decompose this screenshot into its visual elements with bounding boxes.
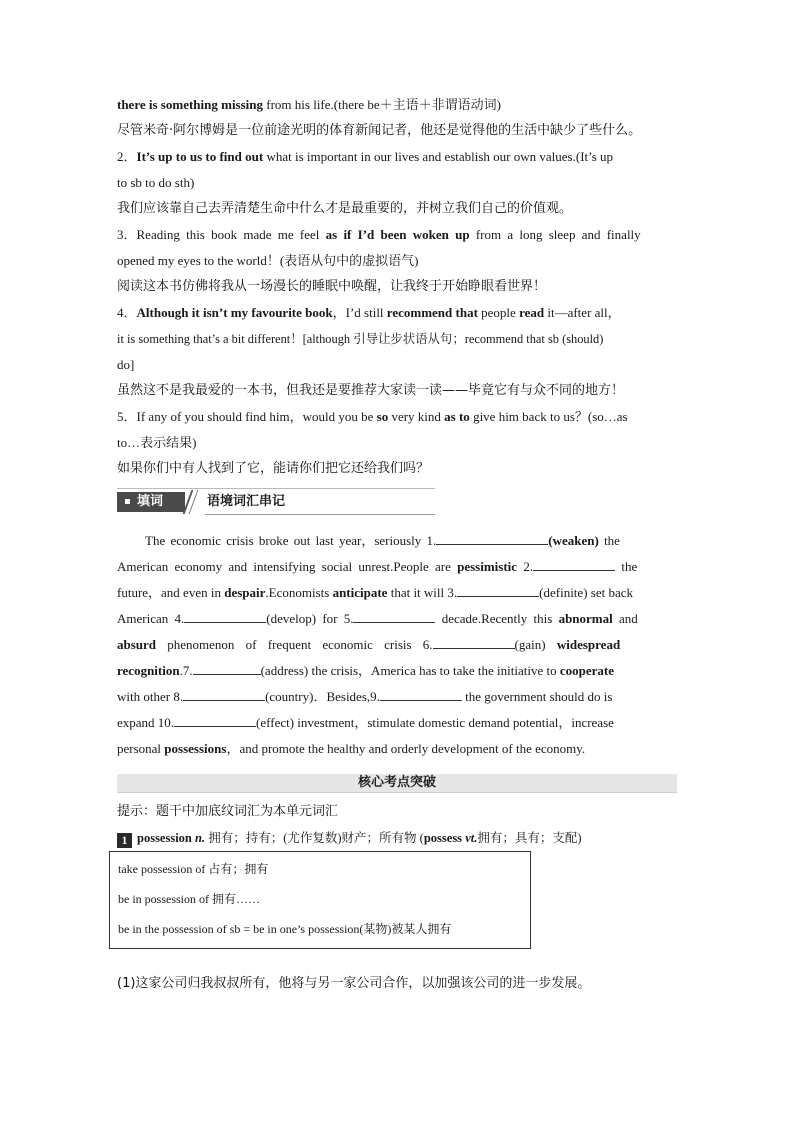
answer-blank-8[interactable] bbox=[183, 687, 265, 701]
passage-line bbox=[117, 684, 677, 710]
sentence-3-english bbox=[117, 222, 677, 248]
definition: 拥有；持有；(尤作复数)财产；所有物 ( bbox=[205, 831, 424, 845]
passage-text: personal bbox=[117, 741, 165, 756]
section-banner-fill-in bbox=[117, 488, 677, 516]
answer-blank-2[interactable] bbox=[533, 557, 615, 571]
key-phrase: Although it isn’t my favourite book bbox=[136, 305, 333, 320]
passage-text: (address) the crisis，America has to take the initiative to bbox=[260, 663, 560, 678]
key-word: cooperate bbox=[559, 663, 615, 678]
sentence-text: people bbox=[477, 305, 520, 320]
sentence-text: from a long sleep and finally bbox=[469, 227, 641, 242]
banner-top-rule bbox=[117, 488, 435, 489]
answer-blank-1[interactable] bbox=[436, 531, 548, 545]
key-word: recognition bbox=[117, 663, 180, 678]
sentence-number: 5． bbox=[117, 409, 137, 424]
answer-blank-3[interactable] bbox=[457, 583, 539, 597]
sentence-text: ，I’d still bbox=[332, 305, 387, 320]
sentence-5-english bbox=[117, 404, 677, 430]
passage-line bbox=[117, 528, 677, 554]
banner-title: 语境词汇串记 bbox=[207, 494, 286, 509]
sentence-5-english-cont: to…表示结果) bbox=[117, 435, 197, 450]
sentence-text: what is important in our lives and establish our own values.(It’s up bbox=[263, 149, 614, 164]
definition: 拥有；具有；支配) bbox=[477, 831, 582, 845]
key-word: possessions bbox=[164, 741, 227, 756]
part-of-speech: vt. bbox=[462, 831, 478, 845]
sentence-number: 2． bbox=[117, 149, 137, 164]
headword: possession bbox=[137, 831, 192, 845]
passage-text: 2. bbox=[517, 559, 534, 574]
sentence-text: Reading this book made me feel bbox=[136, 227, 326, 242]
key-phrase: so bbox=[376, 409, 389, 424]
passage-text: (gain) bbox=[514, 637, 557, 652]
passage-text: the bbox=[615, 559, 638, 574]
sentence-number: 4． bbox=[117, 305, 137, 320]
square-bullet-icon bbox=[125, 499, 130, 504]
sentence-text: it—after all， bbox=[544, 305, 621, 320]
key-word: widespread bbox=[556, 637, 621, 652]
key-word: abnormal bbox=[558, 611, 613, 626]
banner-underline bbox=[205, 514, 435, 515]
sentence-2-english-cont: to sb to do sth) bbox=[117, 175, 195, 190]
passage-text: the bbox=[598, 533, 620, 548]
vocab-item-1 bbox=[117, 825, 677, 851]
passage-line bbox=[117, 658, 677, 684]
key-word: absurd bbox=[117, 637, 157, 652]
answer-blank-4[interactable] bbox=[184, 609, 266, 623]
sentence-2-chinese: 我们应该靠自己去弄清楚生命中什么才是最重要的，并树立我们自己的价值观。 bbox=[117, 201, 573, 216]
passage-text: decade.Recently this bbox=[435, 611, 559, 626]
key-word: anticipate bbox=[332, 585, 388, 600]
passage-line bbox=[117, 606, 677, 632]
answer-blank-6[interactable] bbox=[433, 635, 515, 649]
key-phrase: as to bbox=[444, 409, 470, 424]
passage-text: (country)．Besides,9. bbox=[265, 689, 380, 704]
answer-blank-5[interactable] bbox=[353, 609, 435, 623]
key-phrase: It’s up to us to find out bbox=[136, 149, 264, 164]
answer-blank-7[interactable] bbox=[193, 661, 261, 675]
word-hint: (weaken) bbox=[548, 533, 599, 548]
sentence-1-chinese: 尽管米奇·阿尔博姆是一位前途光明的体育新闻记者，他还是觉得他的生活中缺少了些什么。 bbox=[117, 123, 642, 138]
sentence-3-english-cont: opened my eyes to the world！(表语从句中的虚拟语气) bbox=[117, 253, 419, 268]
key-word: despair bbox=[224, 585, 266, 600]
sentence-4-chinese: 虽然这不是我最爱的一本书，但我还是要推荐大家读一读——毕竟它有与众不同的地方！ bbox=[117, 383, 625, 398]
hint-text: 提示：题干中加底纹词汇为本单元词汇 bbox=[117, 804, 339, 819]
banner-tag bbox=[117, 492, 185, 512]
passage-text: and bbox=[612, 611, 638, 626]
sentence-text: very kind bbox=[388, 409, 445, 424]
sentence-4-english-cont: it is something that’s a bit different！[although 引导让步状语从句；recommend that sb (should) bbox=[117, 332, 604, 346]
passage-text: expand 10. bbox=[117, 715, 175, 730]
key-phrase: there is something missing bbox=[117, 97, 264, 112]
answer-blank-10[interactable] bbox=[174, 713, 256, 727]
headword: possess bbox=[423, 831, 463, 845]
passage-text: (definite) set back bbox=[539, 585, 633, 600]
passage-line bbox=[117, 554, 677, 580]
sentence-2-english bbox=[117, 144, 677, 170]
key-phrase: as if I’d been woken up bbox=[325, 227, 470, 242]
sentence-text: If any of you should find him，would you be bbox=[136, 409, 377, 424]
passage-text: American economy and intensifying social unrest.People are bbox=[117, 559, 458, 574]
passage-line bbox=[117, 736, 677, 762]
phrase-row: be in the possession of sb = be in one’s possession(某物)被某人拥有 bbox=[118, 922, 452, 936]
sentence-4-english bbox=[117, 300, 677, 326]
answer-blank-9[interactable] bbox=[380, 687, 462, 701]
phrase-row: take possession of 占有；拥有 bbox=[118, 862, 269, 876]
item-number-badge: 1 bbox=[117, 833, 132, 848]
key-phrase: read bbox=[519, 305, 545, 320]
key-phrase: recommend that bbox=[386, 305, 478, 320]
document-page bbox=[117, 92, 677, 997]
sentence-text: from his life.(there be＋主语＋非谓语动词) bbox=[263, 97, 501, 112]
key-word: pessimistic bbox=[457, 559, 518, 574]
passage-text: the government should do is bbox=[461, 689, 613, 704]
part-of-speech: n. bbox=[191, 831, 206, 845]
phrase-box bbox=[109, 851, 531, 949]
passage-line bbox=[117, 580, 677, 606]
passage-text: .7. bbox=[179, 663, 193, 678]
passage-text: (effect) investment，stimulate domestic demand potential，increase bbox=[256, 715, 614, 730]
passage-text: The economic crisis broke out last year，seriously 1. bbox=[145, 533, 437, 548]
sentence-5-chinese: 如果你们中有人找到了它，能请你们把它还给我们吗？ bbox=[117, 461, 430, 476]
passage-text: (develop) for 5. bbox=[266, 611, 354, 626]
section-heading: 核心考点突破 bbox=[117, 774, 677, 793]
sentence-1-english bbox=[117, 92, 677, 118]
passage-text: with other 8. bbox=[117, 689, 184, 704]
passage-text: American 4. bbox=[117, 611, 185, 626]
passage-text: phenomenon of frequent economic crisis 6. bbox=[156, 637, 433, 652]
passage-text: future，and even in bbox=[117, 585, 225, 600]
passage-text: that it will 3. bbox=[387, 585, 458, 600]
sentence-number: 3． bbox=[117, 227, 137, 242]
sentence-4-english-cont2: do] bbox=[117, 357, 135, 372]
sentence-text: give him back to us？(so…as bbox=[469, 409, 628, 424]
banner-tag-label: 填词 bbox=[137, 494, 164, 509]
phrase-row: be in possession of 拥有…… bbox=[118, 892, 260, 906]
passage-line bbox=[117, 710, 677, 736]
passage-text: ，and promote the healthy and orderly development of the economy. bbox=[226, 741, 586, 756]
exercise-question-1: (1)这家公司归我叔叔所有，他将与另一家公司合作，以加强该公司的进一步发展。 bbox=[117, 976, 591, 991]
passage-text: .Economists bbox=[265, 585, 333, 600]
cloze-passage bbox=[117, 528, 677, 762]
passage-line bbox=[117, 632, 677, 658]
sentence-3-chinese: 阅读这本书仿佛将我从一场漫长的睡眠中唤醒，让我终于开始睁眼看世界！ bbox=[117, 279, 547, 294]
